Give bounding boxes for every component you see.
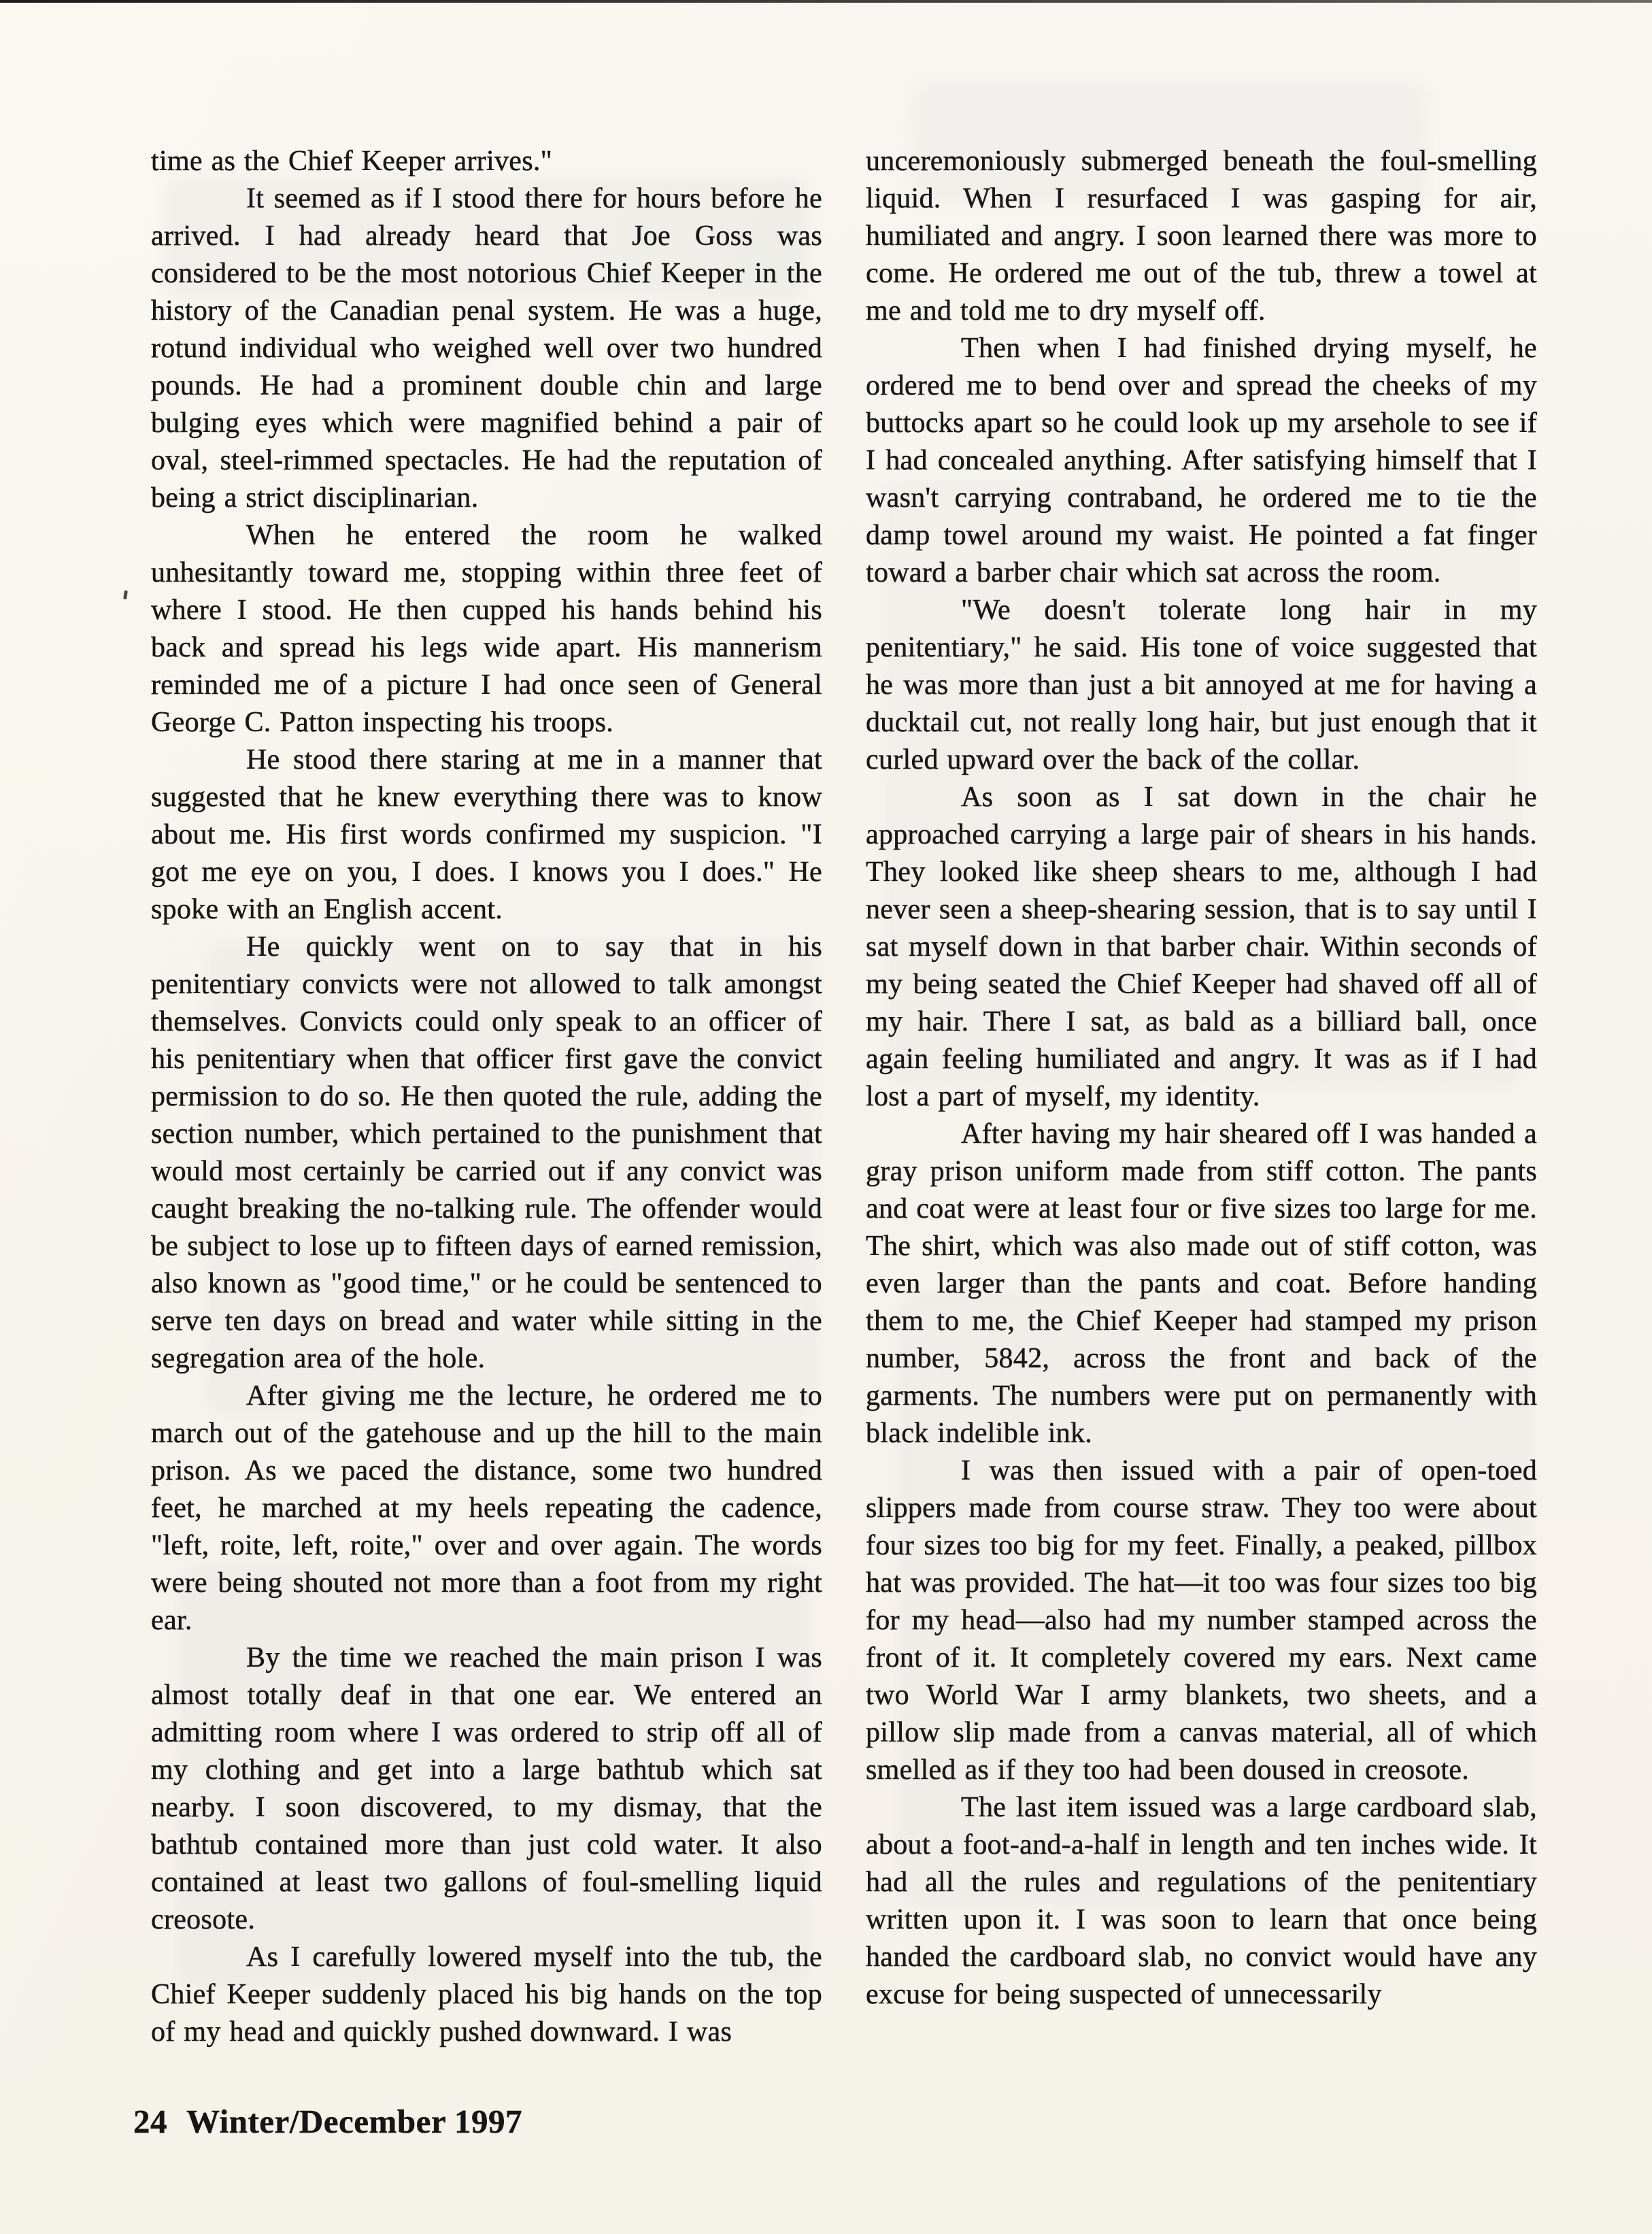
paragraph: As soon as I sat down in the chair he approached carrying a large pair of shears in his hands. They looked like sheep shears to me, although I had never seen a sheep-shearing session, that is to say until I sat myself down in that barber chair. Within seconds of my being seated the Chief Keeper had shaved off all of my hair. There I sat, as bald as a billiard ball, once again feeling humiliated and angry. It was as if I had lost a part of myself, my identity. xyxy=(866,782,1537,1112)
footer-issue: Winter/December 1997 xyxy=(186,2103,522,2140)
paragraph: After giving me the lecture, he ordered me to march out of the gatehouse and up the hill to the main prison. As we paced the distance, some two hundred feet, he marched at my heels repeating the cadence, "left, roite, left, roite," over and over again. The words were being shouted not more than a foot from my right ear. xyxy=(151,1380,822,1636)
scan-edge-artifact xyxy=(0,0,1652,3)
paragraph: time as the Chief Keeper arrives." xyxy=(151,146,553,177)
paragraph: I was then issued with a pair of open-toed slippers made from course straw. They too were about four sizes too big for my feet. Finally, a peaked, pillbox hat was provided. The hat—it too was four sizes too big for my head—also had my number stamped across the front of it. It completely covered my ears. Next came two World War I army blankets, two sheets, and a pillow slip made from a canvas material, all of which smelled as if they too had been doused in creosote. xyxy=(866,1455,1537,1786)
paragraph: He quickly went on to say that in his penitentiary convicts were not allowed to talk amongst themselves. Convicts could only speak to an officer of his penitentiary when that officer first gave the convict permission to do so. He then quoted the rule, adding the section number, which pertained to the punishment that would most certainly be carried out if any convict was caught breaking the no-talking rule. The offender would be subject to lose up to fifteen days of earned remission, also known as "good time," or he could be sentenced to serve ten days on bread and water while sitting in the segregation area of the hole. xyxy=(151,931,822,1374)
paragraph: After having my hair sheared off I was handed a gray prison uniform made from stiff cotton. The pants and coat were at least four or five sizes too large for me. The shirt, which was also made out of stiff cotton, was even larger than the pants and coat. Before handing them to me, the Chief Keeper had stamped my prison number, 5842, across the front and back of the garments. The numbers were put on permanently with black indelible ink. xyxy=(866,1118,1537,1449)
paragraph: Then when I had finished drying myself, he ordered me to bend over and spread the cheeks of my buttocks apart so he could look up my arsehole to see if I had concealed anything. After satisfying himself that I wasn't carrying contraband, he ordered me to tie the damp towel around my waist. He pointed a fat finger toward a barber chair which sat across the room. xyxy=(866,333,1537,588)
page-number: 24 xyxy=(133,2103,167,2140)
paragraph: As I carefully lowered myself into the tub, the Chief Keeper suddenly placed his big hands on the top of my head and quickly pushed downward. I was xyxy=(151,1941,822,2048)
paragraph: It seemed as if I stood there for hours before he arrived. I had already heard that Joe Goss was considered to be the most notorious Chief Keeper in the history of the Canadian penal system. He was a huge, rotund individual who weighed well over two hundred pounds. He had a prominent double chin and large bulging eyes which were magnified behind a pair of oval, steel-rimmed spectacles. He had the reputation of being a strict disciplinarian. xyxy=(151,183,822,514)
column-left xyxy=(151,143,822,2102)
paragraph: By the time we reached the main prison I was almost totally deaf in that one ear. We entered an admitting room where I was ordered to strip off all of my clothing and get into a large bathtub which sat nearby. I soon discovered, to my dismay, that the bathtub contained more than just cold water. It also contained at least two gallons of foul-smelling liquid creosote. xyxy=(151,1642,822,1935)
paragraph: When he entered the room he walked unhesitantly toward me, stopping within three feet of where I stood. He then cupped his hands behind his back and spread his legs wide apart. His mannerism reminded me of a picture I had once seen of General George C. Patton inspecting his troops. xyxy=(151,520,822,738)
ink-speck xyxy=(123,590,128,600)
paragraph: "We doesn't tolerate long hair in my penitentiary," he said. His tone of voice suggested that he was more than just a bit annoyed at me for having a ducktail cut, not really long hair, but just enough that it curled upward over the back of the collar. xyxy=(866,595,1537,776)
paragraph: He stood there staring at me in a manner that suggested that he knew everything there was to know about me. His first words confirmed my suspicion. "I got me eye on you, I does. I knows you I does." He spoke with an English accent. xyxy=(151,744,822,925)
column-right xyxy=(866,143,1537,2102)
paragraph: unceremoniously submerged beneath the foul-smelling liquid. When I resurfaced I was gasping for air, humiliated and angry. I soon learned there was more to come. He ordered me out of the tub, threw a towel at me and told me to dry myself off. xyxy=(866,146,1537,327)
article-body xyxy=(151,143,1537,2102)
page-footer xyxy=(133,2102,522,2141)
paragraph: The last item issued was a large cardboard slab, about a foot-and-a-half in length and ten inches wide. It had all the rules and regulations of the penitentiary written upon it. I was soon to learn that once being handed the cardboard slab, no convict would have any excuse for being suspected of unnecessarily xyxy=(866,1792,1537,2010)
